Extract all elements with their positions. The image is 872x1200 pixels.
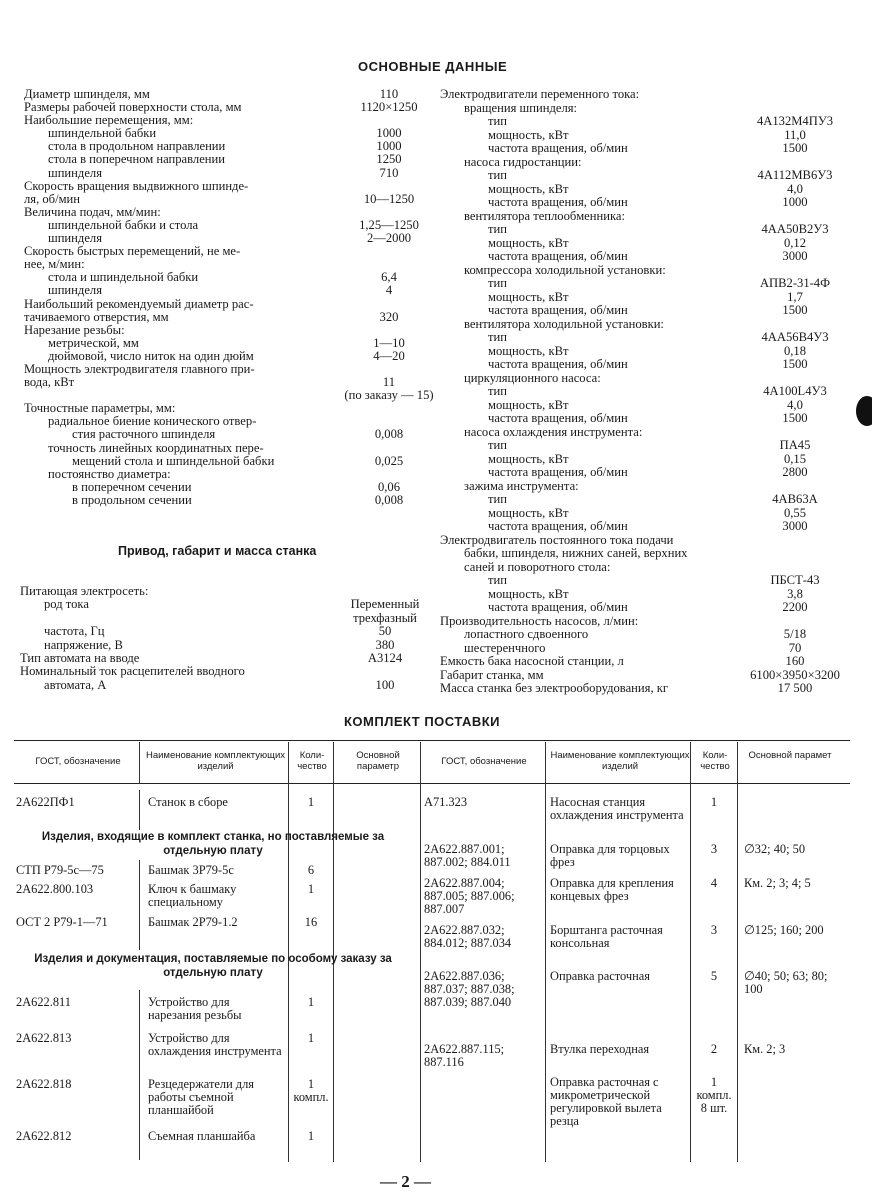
spec-row [440, 655, 872, 669]
spec-value: 11,0 [784, 127, 806, 142]
spec-row [440, 102, 872, 116]
kit-gost: А71.323 [424, 795, 468, 809]
spec-value: 1500 [782, 411, 808, 425]
spec-value: 4АА50В2У3 [761, 222, 829, 236]
kit-param: ∅32; 40; 50 [744, 842, 806, 856]
spec-row [440, 318, 872, 332]
spec-row [24, 337, 444, 350]
table-divider [139, 860, 140, 950]
kit-gost: 2А622ПФ1 [16, 795, 75, 809]
spec-label: компрессора холодильной установки: [464, 262, 666, 277]
spec-row [440, 547, 872, 561]
spec-row [20, 639, 440, 652]
spec-row [440, 439, 872, 453]
spec-value: 3000 [782, 519, 808, 533]
spec-row [20, 598, 440, 611]
spec-row [20, 612, 440, 625]
spec-value: 2—2000 [366, 231, 412, 246]
spec-row [24, 324, 444, 337]
spec-row [440, 372, 872, 386]
kit-qty: 1 [307, 882, 315, 896]
spec-row [24, 350, 444, 363]
spec-value: 1—10 [373, 335, 405, 350]
spec-value: 4АА56В4У3 [761, 330, 829, 344]
kit-section: Изделия и документация, поставляемые по особому заказу за отдельную плату [34, 953, 392, 979]
spec-label: метрической, мм [48, 335, 139, 350]
spec-row [20, 625, 440, 638]
kit-name: Резцедержатели для работы съемной планшайбой [148, 1077, 254, 1117]
spec-label: точность линейных координатных пере- [48, 440, 264, 455]
spec-value: 6,4 [381, 270, 397, 285]
spec-label: стола в продольном направлении [48, 139, 226, 154]
spec-row [440, 196, 872, 210]
spec-row [440, 142, 872, 156]
spec-value: ПБСТ-43 [770, 573, 820, 587]
spec-label: тачиваемого отверстия, мм [24, 309, 169, 324]
kit-qty: 16 [304, 915, 318, 929]
spec-row [24, 494, 444, 507]
spec-row [24, 193, 444, 206]
spec-label: частота вращения, об/мин [488, 600, 628, 614]
spec-value: 2800 [782, 465, 808, 479]
spec-row [440, 169, 872, 183]
left-specs [24, 88, 444, 507]
spec-label: шпиндельной бабки и стола [48, 217, 199, 232]
spec-label: Размеры рабочей поверхности стола, мм [24, 100, 242, 115]
spec-label: вентилятора теплообменника: [464, 208, 625, 223]
spec-label: стола и шпиндельной бабки [48, 270, 199, 285]
spec-label: Диаметр шпинделя, мм [24, 87, 150, 101]
spec-label: тип [488, 330, 507, 344]
spec-label: циркуляционного насоса: [464, 370, 601, 385]
spec-row [440, 615, 872, 629]
spec-row [440, 507, 872, 521]
table-divider [420, 742, 421, 1162]
kit-gost: ОСТ 2 Р79-1—71 [16, 915, 108, 929]
kit-qty: 1 компл. 8 шт. [696, 1075, 732, 1115]
spec-label: тип [488, 222, 507, 236]
spec-label: стола в поперечном направлении [48, 152, 226, 167]
spec-value: 0,55 [783, 505, 807, 520]
kit-qty: 1 [307, 1129, 315, 1143]
spec-value: 4,0 [787, 181, 803, 196]
kit-param: ∅40; 50; 63; 80; 100 [744, 969, 828, 996]
header-name: Наименование комплектующих изделий [550, 750, 690, 772]
kit-gost: 2А622.818 [16, 1077, 72, 1091]
spec-row [440, 210, 872, 224]
main-title: ОСНОВНЫЕ ДАННЫЕ [358, 59, 508, 74]
spec-value: 710 [379, 165, 399, 180]
spec-row [24, 284, 444, 297]
kit-name: Оправка для торцовых фрез [550, 842, 670, 869]
kit-gost: 2А622.887.036; 887.037; 887.038; 887.039; 887.040 [424, 969, 515, 1009]
spec-row [440, 277, 872, 291]
kit-qty: 1 [307, 995, 315, 1009]
spec-row [24, 298, 444, 311]
spec-label: Наибольший рекомендуемый диаметр рас- [24, 296, 254, 311]
drive-specs [20, 585, 440, 692]
spec-value: 0,12 [783, 235, 807, 250]
spec-row [24, 245, 444, 258]
spec-row [24, 442, 444, 455]
spec-label: мощность, кВт [488, 235, 569, 250]
spec-row [440, 304, 872, 318]
spec-value: 1,7 [787, 289, 803, 304]
kit-qty: 6 [307, 863, 315, 877]
spec-label: частота вращения, об/мин [488, 303, 628, 317]
spec-row [20, 585, 440, 598]
spec-row [440, 669, 872, 683]
spec-row [440, 358, 872, 372]
spec-value: 320 [379, 309, 399, 324]
spec-row [440, 426, 872, 440]
kit-param: Км. 2; 3; 4; 5 [744, 876, 811, 890]
kit-name: Оправка для крепления концевых фрез [550, 876, 674, 903]
spec-row [20, 679, 440, 692]
spec-label: постоянство диаметра: [48, 466, 171, 481]
table-divider [139, 742, 140, 784]
page-number: — 2 — [380, 1172, 431, 1191]
spec-row [24, 468, 444, 481]
spec-row [440, 682, 872, 696]
spec-label: мощность, кВт [488, 127, 569, 142]
kit-name: Устройство для охлаждения инструмента [148, 1031, 282, 1058]
kit-param: Км. 2; 3 [744, 1042, 786, 1056]
kit-name: Борштанга расточная консольная [550, 923, 663, 950]
spec-label: частота, Гц [44, 624, 105, 639]
spec-row [440, 601, 872, 615]
spec-label: ля, об/мин [24, 191, 81, 206]
kit-qty: 5 [710, 969, 718, 983]
spec-row [24, 455, 444, 468]
header-param: Основной парамет [748, 750, 832, 761]
spec-label: мощность, кВт [488, 343, 569, 358]
spec-row [24, 311, 444, 324]
spec-value: 100 [375, 677, 395, 692]
spec-row [440, 520, 872, 534]
spec-label: тип [488, 168, 507, 182]
spec-label: мощность, кВт [488, 397, 569, 412]
spec-row [24, 153, 444, 166]
ink-blot [856, 396, 872, 426]
spec-value: 1000 [376, 126, 402, 141]
spec-label: напряжение, В [44, 637, 123, 652]
kit-name: Оправка расточная [550, 969, 650, 983]
kit-name: Башмак 3Р79-5с [148, 863, 234, 877]
spec-value: 11 [382, 375, 396, 390]
spec-value: 110 [379, 87, 399, 101]
spec-value: 1500 [782, 303, 808, 317]
spec-value: 50 [378, 624, 392, 639]
spec-label: род тока [44, 597, 89, 612]
spec-label: тип [488, 384, 507, 398]
spec-label: тип [488, 573, 507, 587]
spec-value: А3124 [367, 650, 403, 665]
spec-row [440, 534, 872, 548]
header-gost: ГОСТ, обозначение [441, 756, 527, 767]
spec-label: тип [488, 438, 507, 452]
spec-label: Наибольшие перемещения, мм: [24, 113, 194, 128]
spec-label: Величина подач, мм/мин: [24, 204, 161, 219]
spec-label: шпиндельной бабки [48, 126, 157, 141]
spec-value: ПА45 [779, 438, 811, 452]
spec-label: Тип автомата на вводе [20, 650, 140, 665]
spec-value: (по заказу — 15) [344, 388, 434, 403]
spec-label: тип [488, 114, 507, 128]
spec-row [440, 480, 872, 494]
spec-label: в продольном сечении [72, 492, 192, 507]
spec-row [440, 642, 872, 656]
spec-row [440, 628, 872, 642]
kit-name: Башмак 2Р79-1.2 [148, 915, 238, 929]
spec-value: 10—1250 [363, 191, 415, 206]
spec-row [440, 588, 872, 602]
spec-row [440, 412, 872, 426]
spec-label: мощность, кВт [488, 586, 569, 601]
spec-label: Электродвигатель постоянного тока подачи [440, 532, 674, 547]
spec-label: лопастного сдвоенного [464, 627, 589, 641]
spec-row [440, 183, 872, 197]
spec-label: Скорость быстрых перемещений, не ме- [24, 244, 241, 259]
spec-value: 380 [375, 637, 395, 652]
spec-value: 0,18 [783, 343, 807, 358]
spec-label: тип [488, 276, 507, 290]
spec-row [440, 466, 872, 480]
header-param: Основной параметр [356, 750, 400, 772]
spec-label: насоса гидростанции: [464, 154, 582, 169]
table-divider [690, 742, 691, 1162]
spec-row [440, 115, 872, 129]
spec-value: 4,0 [787, 397, 803, 412]
spec-value: 1250 [376, 152, 402, 167]
header-qty: Коли-чество [297, 750, 327, 772]
kit-gost: 2А622.887.004; 887.005; 887.006; 887.007 [424, 876, 515, 916]
kit-name: Оправка расточная с микрометрической регулировкой вылета резца [550, 1075, 662, 1128]
spec-value: 3000 [782, 249, 808, 263]
right-specs [440, 88, 872, 696]
spec-row [440, 574, 872, 588]
spec-row [20, 652, 440, 665]
spec-value: 5/18 [783, 627, 807, 641]
spec-label: Точностные параметры, мм: [24, 401, 176, 416]
spec-value: 1000 [376, 139, 402, 154]
spec-label: шпинделя [48, 165, 102, 180]
spec-row [440, 264, 872, 278]
spec-row [440, 129, 872, 143]
spec-label: шестеренчного [464, 640, 546, 655]
spec-label: Питающая электросеть: [20, 584, 149, 598]
spec-label: Масса станка без электрооборудования, кг [440, 681, 669, 695]
spec-row [24, 206, 444, 219]
spec-value: 1,25—1250 [359, 217, 419, 232]
spec-row [440, 237, 872, 251]
spec-label: вода, кВт [24, 375, 75, 390]
spec-value: 0,15 [783, 451, 807, 466]
spec-label: Производительность насосов, л/мин: [440, 613, 639, 628]
spec-row [440, 291, 872, 305]
spec-label: радиальное биение конического отвер- [48, 414, 257, 429]
kit-name: Устройство для нарезания резьбы [148, 995, 242, 1022]
kit-gost: 2А622.811 [16, 995, 71, 1009]
spec-row [24, 363, 444, 376]
spec-value: 0,025 [374, 453, 404, 468]
header-qty: Коли-чество [700, 750, 730, 772]
kit-name: Съемная планшайба [148, 1129, 256, 1143]
spec-row [440, 561, 872, 575]
spec-label: Электродвигатели переменного тока: [440, 87, 640, 101]
kit-qty: 3 [710, 842, 718, 856]
spec-label: бабки, шпинделя, нижних саней, верхних [464, 546, 688, 560]
spec-label: частота вращения, об/мин [488, 519, 628, 533]
kit-name: Станок в сборе [148, 795, 228, 809]
spec-label: частота вращения, об/мин [488, 357, 628, 371]
spec-value: 160 [785, 654, 805, 668]
spec-value: 70 [788, 640, 802, 655]
kit-qty: 1 [307, 795, 315, 809]
spec-row [440, 223, 872, 237]
spec-label: дюймовой, число ниток на один дюйм [48, 348, 254, 363]
kit-name: Ключ к башмаку специальному [148, 882, 237, 909]
spec-label: стия расточного шпинделя [72, 427, 216, 442]
spec-label: вентилятора холодильной установки: [464, 316, 664, 331]
spec-value: 1120×1250 [360, 100, 418, 115]
kit-gost: 2А622.887.001; 887.002; 884.011 [424, 842, 511, 869]
drive-title: Привод, габарит и масса станка [118, 544, 317, 558]
spec-value: 4АВ63А [772, 492, 818, 506]
spec-value: 6100×3950×3200 [750, 667, 840, 682]
spec-label: мощность, кВт [488, 505, 569, 520]
kit-gost: СТП Р79-5с—75 [16, 863, 104, 877]
spec-value: 3,8 [787, 586, 803, 601]
table-divider [139, 790, 140, 830]
header-gost: ГОСТ, обозначение [35, 756, 121, 767]
spec-label: мощность, кВт [488, 181, 569, 196]
kit-gost: 2А622.813 [16, 1031, 72, 1045]
spec-row [440, 399, 872, 413]
spec-label: саней и поворотного стола: [464, 559, 611, 574]
spec-label: частота вращения, об/мин [488, 195, 628, 209]
header-name: Наименование комплектующих изделий [145, 750, 285, 772]
kit-param: ∅125; 160; 200 [744, 923, 824, 937]
spec-value: 2200 [782, 600, 808, 614]
spec-label: вращения шпинделя: [464, 100, 578, 115]
spec-value: 1000 [782, 195, 808, 209]
kit-name: Втулка переходная [550, 1042, 650, 1056]
spec-row [440, 493, 872, 507]
spec-label: нее, м/мин: [24, 257, 85, 272]
spec-row [440, 345, 872, 359]
spec-label: Номинальный ток расцепителей вводного [20, 664, 245, 679]
spec-row [24, 481, 444, 494]
spec-label: шпинделя [48, 231, 102, 246]
spec-value: 0,008 [374, 492, 404, 507]
kit-qty: 3 [710, 923, 718, 937]
spec-label: в поперечном сечении [72, 479, 192, 494]
spec-value: 4А132М4ПУ3 [756, 114, 834, 128]
spec-value: 1500 [782, 357, 808, 371]
spec-label: частота вращения, об/мин [488, 465, 628, 479]
spec-value: 4—20 [373, 348, 405, 363]
spec-value: 4А100L4У3 [763, 384, 827, 398]
kit-qty: 1 [710, 795, 718, 809]
spec-row [440, 88, 872, 102]
spec-row [440, 453, 872, 467]
spec-label: мощность, кВт [488, 289, 569, 304]
kit-qty: 2 [710, 1042, 718, 1056]
kit-gost: 2А622.812 [16, 1129, 72, 1143]
kit-name: Насосная станция охлаждения инструмента [550, 795, 684, 822]
spec-value: 17 500 [777, 681, 813, 695]
spec-value: 4 [385, 283, 393, 298]
spec-row [440, 250, 872, 264]
spec-row [24, 167, 444, 180]
spec-label: Габарит станка, мм [440, 667, 544, 682]
spec-label: Нарезание резьбы: [24, 322, 125, 337]
spec-label: зажима инструмента: [464, 478, 579, 493]
spec-label: автомата, А [44, 677, 107, 692]
spec-value: трехфазный [353, 610, 417, 625]
kit-gost: 2А622.800.103 [16, 882, 94, 896]
spec-label: мощность, кВт [488, 451, 569, 466]
table-top-rule [14, 740, 850, 741]
kit-qty: 1 [307, 1031, 315, 1045]
spec-value: 0,008 [374, 427, 404, 442]
spec-row [24, 428, 444, 441]
spec-value: 4А112МВ6У3 [757, 168, 833, 182]
spec-label: Мощность электродвигателя главного при- [24, 361, 255, 376]
kit-qty: 4 [710, 876, 718, 890]
spec-row [440, 331, 872, 345]
kit-gost: 2А622.887.032; 884.012; 887.034 [424, 923, 512, 950]
spec-value: Переменный [350, 597, 420, 612]
spec-label: шпинделя [48, 283, 102, 298]
spec-label: Скорость вращения выдвижного шпинде- [24, 178, 249, 193]
spec-label: частота вращения, об/мин [488, 411, 628, 425]
spec-value: АПВ2-31-4Ф [759, 276, 831, 290]
spec-label: насоса охлаждения инструмента: [464, 424, 643, 439]
spec-label: частота вращения, об/мин [488, 141, 628, 155]
spec-label: тип [488, 492, 507, 506]
table-divider [545, 742, 546, 1162]
spec-row [20, 665, 440, 678]
spec-label: мещений стола и шпиндельной бабки [72, 453, 275, 468]
spec-row [440, 385, 872, 399]
spec-label: частота вращения, об/мин [488, 249, 628, 263]
table-divider [139, 990, 140, 1160]
spec-value: 0,06 [377, 479, 401, 494]
spec-row [440, 156, 872, 170]
table-divider [737, 742, 738, 1162]
kit-gost: 2А622.887.115; 887.116 [424, 1042, 505, 1069]
kit-title: КОМПЛЕКТ ПОСТАВКИ [344, 714, 501, 729]
kit-qty: 1 компл. [293, 1077, 329, 1104]
spec-label: Емкость бака насосной станции, л [440, 654, 624, 668]
spec-row [24, 180, 444, 193]
spec-value: 1500 [782, 141, 808, 155]
kit-section: Изделия, входящие в комплект станка, но поставляемые за отдельную плату [41, 831, 385, 857]
